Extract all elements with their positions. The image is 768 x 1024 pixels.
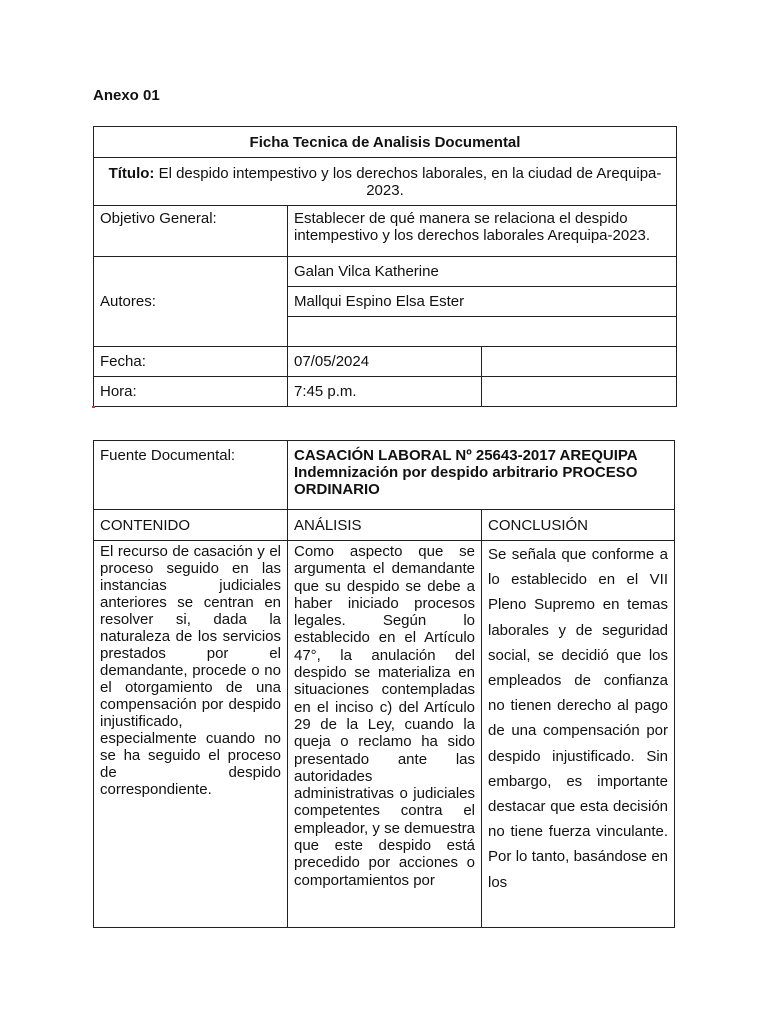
column-header-row (94, 510, 675, 541)
author-row-1 (94, 257, 677, 287)
source-row (94, 441, 675, 510)
technical-sheet-table (93, 126, 677, 407)
author-1: Galan Vilca Katherine (288, 257, 677, 287)
time-empty-cell (482, 377, 677, 407)
objective-label: Objetivo General: (94, 206, 288, 257)
objective-row (94, 206, 677, 257)
author-3 (288, 317, 677, 347)
source-label: Fuente Documental: (94, 441, 288, 510)
author-2: Mallqui Espino Elsa Ester (288, 287, 677, 317)
sheet-header-row (94, 127, 677, 158)
sheet-header: Ficha Tecnica de Analisis Documental (94, 127, 677, 158)
date-empty-cell (482, 347, 677, 377)
title-text: El despido intempestivo y los derechos laborales, en la ciudad de Arequipa-2023. (154, 165, 662, 199)
authors-label: Autores: (94, 257, 288, 347)
annex-label: Anexo 01 (93, 87, 160, 104)
document-source-table (93, 440, 675, 928)
date-row (94, 347, 677, 377)
time-row (94, 377, 677, 407)
objective-text: Establecer de qué manera se relaciona el despido intempestivo y los derechos laborales Arequipa-2023. (288, 206, 677, 257)
title-label: Título: (108, 165, 155, 182)
content-row (94, 541, 675, 928)
study-title (94, 158, 677, 206)
date-label: Fecha: (94, 347, 288, 377)
content-text: El recurso de casación y el proceso seguido en las instancias judiciales anteriores se centran en resolver si, dada la naturaleza de los servicios prestados por el demandante, procede o no el otorgamiento de una compensación por despido injustificado, especialmente cuando no se ha seguido el proceso de despido correspondiente. (94, 541, 288, 928)
time-label: Hora: (94, 377, 288, 407)
header-analisis: ANÁLISIS (288, 510, 482, 541)
source-title: CASACIÓN LABORAL Nº 25643-2017 AREQUIPA Indemnización por despido arbitrario PROCESO ORDINARIO (288, 441, 675, 510)
title-row (94, 158, 677, 206)
header-conclusion: CONCLUSIÓN (482, 510, 675, 541)
date-value: 07/05/2024 (288, 347, 482, 377)
conclusion-text: Se señala que conforme a lo establecido en el VII Pleno Supremo en temas laborales y de seguridad social, se decidió que los empleados de confianza no tienen derecho al pago de una compensación por despido injustificado. Sin embargo, es importante destacar que esta decisión no tiene fuerza vinculante. Por lo tanto, basándose en los (482, 541, 675, 928)
header-contenido: CONTENIDO (94, 510, 288, 541)
analysis-text: Como aspecto que se argumenta el demandante que su despido se debe a haber iniciado procesos legales. Según lo establecido en el Artículo 47°, la anulación del despido se materializa en situaciones contempladas en el inciso c) del Artículo 29 de la Ley, cuando la queja o reclamo ha sido presentado ante las autoridades administrativas o judiciales competentes contra el empleador, y se demuestra que este despido está precedido por acciones o comportamientos por (288, 541, 482, 928)
time-value: 7:45 p.m. (288, 377, 482, 407)
stray-mark (92, 406, 95, 408)
